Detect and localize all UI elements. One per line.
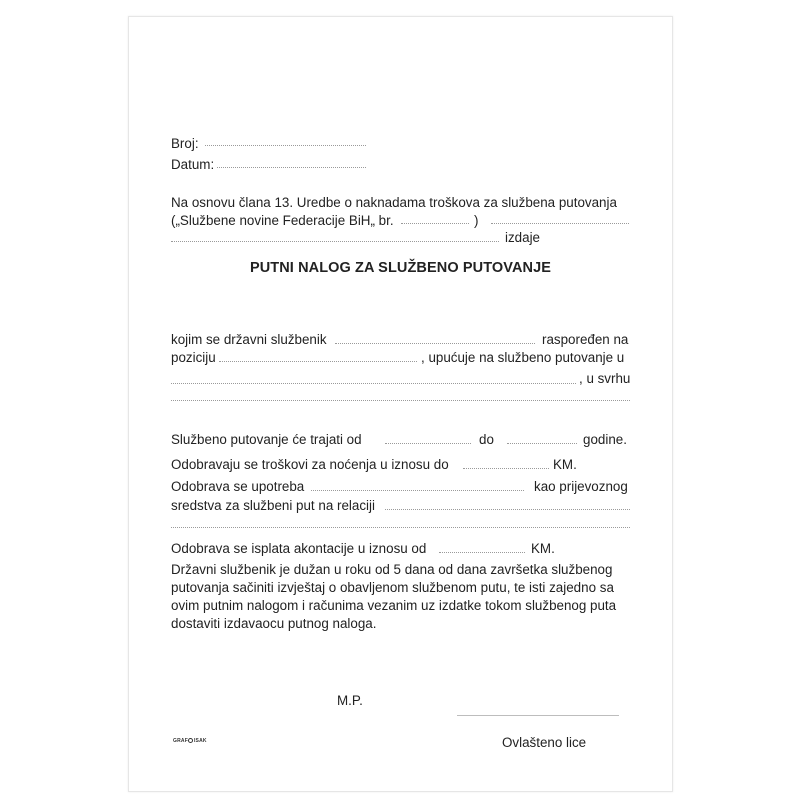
advance-amount-field[interactable] [439, 552, 525, 553]
position-field[interactable] [219, 361, 417, 362]
kojim-text: kojim se državni službenik [171, 332, 327, 347]
broj-label: Broj: [171, 136, 199, 151]
upotreba-text: Odobrava se upotreba [171, 479, 305, 494]
trajati-text: Službeno putovanje će trajati od [171, 432, 362, 447]
poziciju-text: poziciju [171, 350, 216, 365]
issuer-field[interactable] [171, 241, 499, 242]
route-field[interactable] [385, 509, 630, 510]
datum-field[interactable] [217, 167, 366, 168]
date-from-field[interactable] [385, 443, 471, 444]
godine-text: godine. [583, 432, 627, 447]
mp-stamp-label: M.P. [337, 693, 363, 708]
u-svrhu-text: , u svrhu [579, 371, 631, 386]
intro-line2-close: ) [474, 213, 479, 228]
nocenja-text: Odobravaju se troškovi za noćenja u iznosu do [171, 457, 449, 472]
upucuje-text: , upućuje na službeno putovanje u [421, 350, 625, 365]
do-text: do [479, 432, 494, 447]
obligation-line4: dostaviti izdavaocu putnog naloga. [171, 616, 377, 631]
signature-line[interactable] [457, 715, 619, 716]
akontacija-text: Odobrava se isplata akontacije u iznosu od [171, 541, 427, 556]
ovlasteno-lice-label: Ovlašteno lice [502, 735, 587, 750]
rasporeden-text: raspoređen na [542, 332, 629, 347]
obligation-line1: Državni službenik je dužan u roku od 5 dana od dana završetka službenog [171, 562, 613, 577]
logo-text-right: ISAK [193, 738, 207, 744]
destination-field[interactable] [171, 383, 576, 384]
broj-field[interactable] [205, 145, 366, 146]
prijevoznog-text: kao prijevoznog [534, 479, 628, 494]
obligation-line2: putovanja sačiniti izvještaj o obavljenom službenom putu, te isti zajedno sa [171, 580, 614, 595]
route-extra-field[interactable] [171, 527, 630, 528]
km-text-1: KM. [553, 457, 577, 472]
intro-line1: Na osnovu člana 13. Uredbe o naknadama troškova za službena putovanja [171, 195, 617, 210]
logo-circle-icon [188, 738, 193, 743]
purpose-field[interactable] [171, 400, 630, 401]
lodging-amount-field[interactable] [463, 468, 549, 469]
employee-name-field[interactable] [335, 343, 535, 344]
km-text-2: KM. [531, 541, 555, 556]
izdaje-text: izdaje [505, 230, 540, 245]
sredstva-text: sredstva za službeni put na relaciji [171, 498, 375, 513]
gazette-extra-field[interactable] [491, 223, 629, 224]
vehicle-field[interactable] [311, 490, 524, 491]
intro-line2-text: („Službene novine Federacije BiH„ br. [171, 213, 394, 228]
date-to-field[interactable] [507, 443, 577, 444]
document-title: PUTNI NALOG ZA SLUŽBENO PUTOVANJE [249, 260, 552, 276]
gazette-number-field[interactable] [401, 223, 469, 224]
logo-text-left: GRAF [173, 738, 188, 744]
document-page [128, 16, 673, 792]
datum-label: Datum: [171, 157, 215, 172]
publisher-logo [173, 738, 207, 744]
obligation-line3: ovim putnim nalogom i računima vezanim uz izdatke tokom službenog puta [171, 598, 617, 613]
